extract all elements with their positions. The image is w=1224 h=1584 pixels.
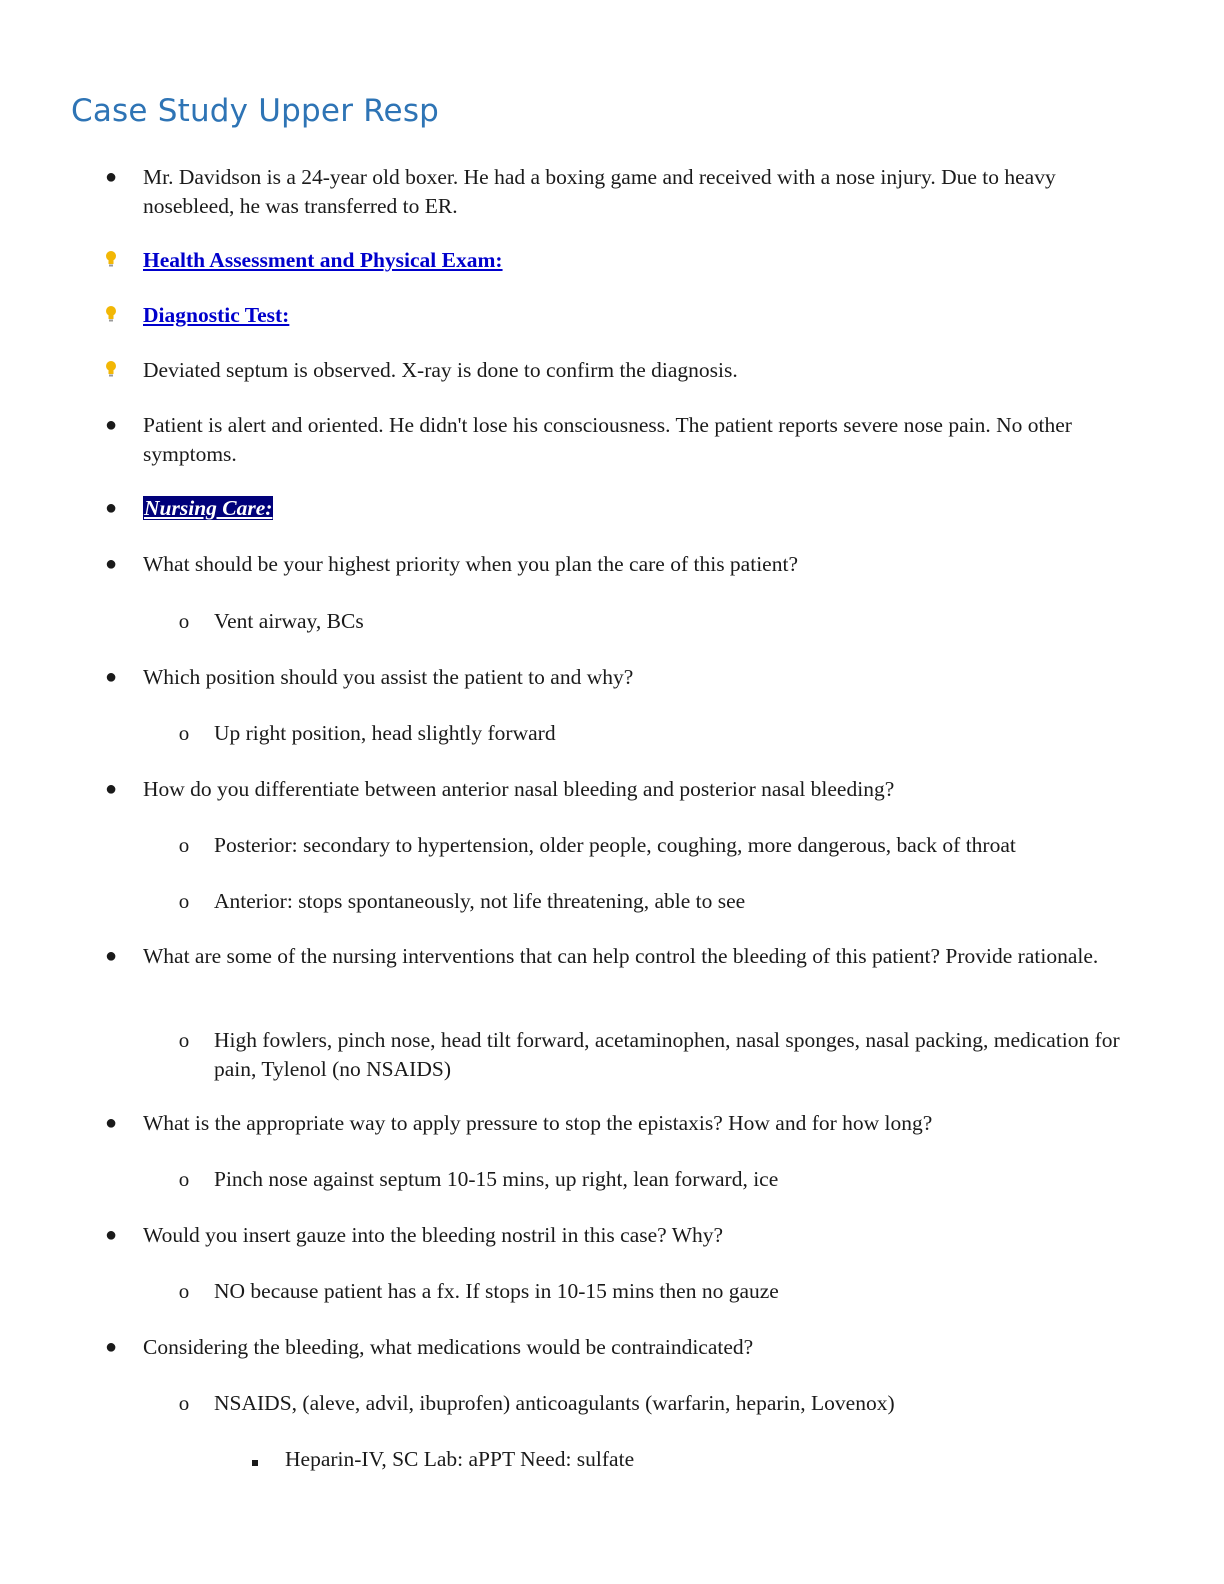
square-bullet-icon bbox=[245, 1445, 265, 1474]
question-text: How do you differentiate between anterior nasal bleeding and posterior nasal bleeding? bbox=[143, 777, 895, 801]
question-text: Considering the bleeding, what medications would be contraindicated? bbox=[143, 1335, 754, 1359]
bullet-dot-icon: ● bbox=[104, 778, 118, 800]
answer-text: Up right position, head slightly forward bbox=[214, 721, 556, 745]
answer-text: Vent airway, BCs bbox=[214, 609, 364, 633]
question-text: What should be your highest priority when you plan the care of this patient? bbox=[143, 552, 798, 576]
bullet-dot-icon: ● bbox=[104, 166, 118, 188]
bullet-dot-icon: ● bbox=[104, 945, 118, 967]
bullet-dot-icon: ● bbox=[104, 1112, 118, 1134]
sub-answer-text: Heparin-IV, SC Lab: aPPT Need: sulfate bbox=[285, 1447, 635, 1471]
intro-text: Mr. Davidson is a 24-year old boxer. He had a boxing game and received with a nose injury. Due to heavy nosebleed, he was transferred to ER. bbox=[143, 165, 1056, 218]
o-bullet-icon: o bbox=[178, 1028, 190, 1052]
lightbulb-icon bbox=[101, 303, 121, 332]
answer-text: NO because patient has a fx. If stops in 10-15 mins then no gauze bbox=[214, 1279, 779, 1303]
bullet-dot-icon: ● bbox=[104, 666, 118, 688]
o-bullet-icon: o bbox=[178, 889, 190, 913]
bullet-dot-icon: ● bbox=[104, 1224, 118, 1246]
answer-text: NSAIDS, (aleve, advil, ibuprofen) anticoagulants (warfarin, heparin, Lovenox) bbox=[214, 1391, 895, 1415]
question-text: What are some of the nursing interventions that can help control the bleeding of this patient? Provide rationale. bbox=[143, 944, 1099, 968]
patient-status-text: Patient is alert and oriented. He didn't lose his consciousness. The patient reports severe nose pain. No other symptoms. bbox=[143, 413, 1072, 466]
bullet-dot-icon: ● bbox=[104, 497, 118, 519]
answer-text: Anterior: stops spontaneously, not life threatening, able to see bbox=[214, 889, 746, 913]
o-bullet-icon: o bbox=[178, 1279, 190, 1303]
nursing-care-heading[interactable] bbox=[143, 494, 1133, 523]
bullet-dot-icon: ● bbox=[104, 1336, 118, 1358]
diagnostic-test-link[interactable]: Diagnostic Test: bbox=[143, 303, 290, 327]
o-bullet-icon: o bbox=[178, 1391, 190, 1415]
health-assessment-link[interactable]: Health Assessment and Physical Exam: bbox=[143, 248, 503, 272]
answer-text: High fowlers, pinch nose, head tilt forward, acetaminophen, nasal sponges, nasal packing, medication for pain, Tylenol (no NSAIDS) bbox=[214, 1028, 1120, 1081]
answer-text: Pinch nose against septum 10-15 mins, up right, lean forward, ice bbox=[214, 1167, 779, 1191]
o-bullet-icon: o bbox=[178, 1167, 190, 1191]
nursing-care-highlight: Nursing Care: bbox=[144, 496, 273, 520]
diagnosis-text: Deviated septum is observed. X-ray is done to confirm the diagnosis. bbox=[143, 358, 738, 382]
bullet-dot-icon: ● bbox=[104, 414, 118, 436]
o-bullet-icon: o bbox=[178, 721, 190, 745]
lightbulb-icon bbox=[101, 248, 121, 277]
o-bullet-icon: o bbox=[178, 609, 190, 633]
question-text: What is the appropriate way to apply pressure to stop the epistaxis? How and for how long? bbox=[143, 1111, 933, 1135]
answer-text: Posterior: secondary to hypertension, older people, coughing, more dangerous, back of throat bbox=[214, 833, 1016, 857]
bullet-dot-icon: ● bbox=[104, 553, 118, 575]
question-text: Would you insert gauze into the bleeding nostril in this case? Why? bbox=[143, 1223, 724, 1247]
page-title: Case Study Upper Resp bbox=[71, 93, 440, 129]
question-text: Which position should you assist the patient to and why? bbox=[143, 665, 634, 689]
o-bullet-icon: o bbox=[178, 833, 190, 857]
lightbulb-icon bbox=[101, 358, 121, 387]
